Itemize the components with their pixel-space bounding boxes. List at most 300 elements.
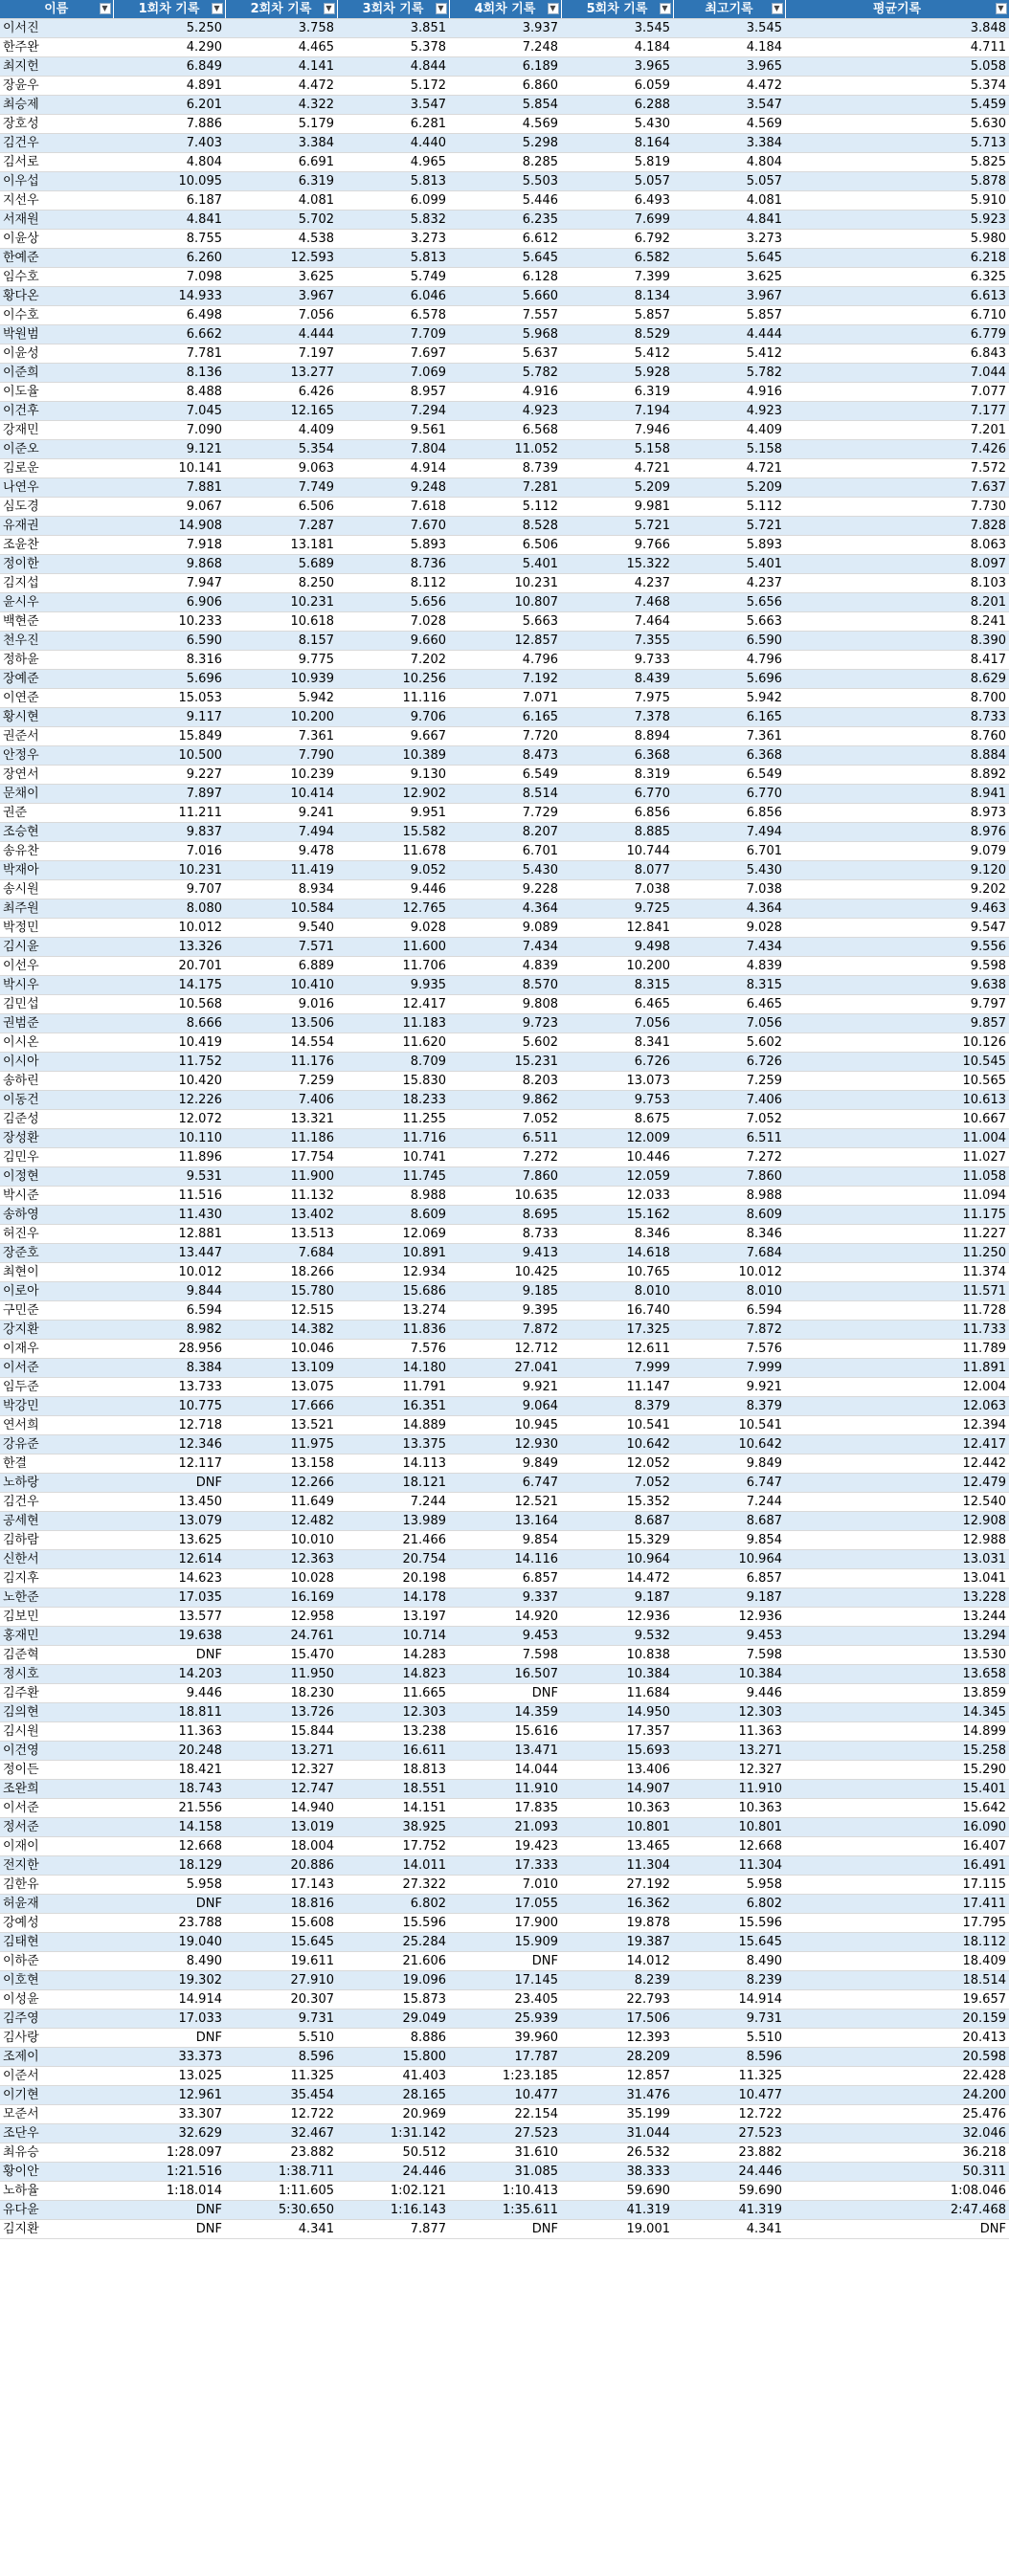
average-cell[interactable]: 16.090	[785, 1818, 1009, 1837]
best-cell[interactable]: 6.770	[673, 785, 785, 804]
best-cell[interactable]: 10.363	[673, 1799, 785, 1818]
round-4-cell[interactable]: 8.473	[449, 746, 561, 766]
average-cell[interactable]: 8.201	[785, 593, 1009, 612]
round-1-cell[interactable]: 14.908	[113, 517, 225, 536]
round-3-cell[interactable]: 14.178	[337, 1588, 449, 1608]
name-cell[interactable]: 이서준	[0, 1799, 113, 1818]
name-cell[interactable]: 김주환	[0, 1684, 113, 1703]
name-cell[interactable]: 한주완	[0, 38, 113, 57]
round-3-cell[interactable]: 24.446	[337, 2163, 449, 2182]
average-cell[interactable]: 9.797	[785, 995, 1009, 1014]
best-cell[interactable]: 4.916	[673, 383, 785, 402]
average-cell[interactable]: 6.325	[785, 268, 1009, 287]
round-4-cell[interactable]: 9.453	[449, 1627, 561, 1646]
round-1-cell[interactable]: 6.260	[113, 249, 225, 268]
best-cell[interactable]: 7.406	[673, 1091, 785, 1110]
round-1-cell[interactable]: 10.420	[113, 1072, 225, 1091]
round-5-cell[interactable]: 8.010	[561, 1282, 673, 1301]
average-cell[interactable]: 11.175	[785, 1206, 1009, 1225]
name-cell[interactable]: 이기현	[0, 2086, 113, 2105]
average-cell[interactable]: 6.613	[785, 287, 1009, 306]
average-cell[interactable]: 12.988	[785, 1531, 1009, 1550]
header-best[interactable]: 최고기록 ▼	[673, 0, 785, 19]
round-3-cell[interactable]: 4.965	[337, 153, 449, 172]
round-3-cell[interactable]: 9.130	[337, 766, 449, 785]
round-4-cell[interactable]: 7.860	[449, 1167, 561, 1187]
best-cell[interactable]: 6.511	[673, 1129, 785, 1148]
name-cell[interactable]: 김시윤	[0, 938, 113, 957]
name-cell[interactable]: 이선우	[0, 957, 113, 976]
round-5-cell[interactable]: 10.642	[561, 1435, 673, 1455]
name-cell[interactable]: 심도경	[0, 498, 113, 517]
round-3-cell[interactable]: 14.823	[337, 1665, 449, 1684]
average-cell[interactable]: 8.390	[785, 632, 1009, 651]
round-5-cell[interactable]: 14.907	[561, 1780, 673, 1799]
best-cell[interactable]: 6.857	[673, 1569, 785, 1588]
round-2-cell[interactable]: 12.722	[225, 2105, 337, 2124]
round-1-cell[interactable]: 13.079	[113, 1512, 225, 1531]
round-5-cell[interactable]: 9.753	[561, 1091, 673, 1110]
round-2-cell[interactable]: 4.472	[225, 77, 337, 96]
round-3-cell[interactable]: 11.678	[337, 842, 449, 861]
name-cell[interactable]: 강예성	[0, 1914, 113, 1933]
round-1-cell[interactable]: 9.227	[113, 766, 225, 785]
name-cell[interactable]: 조제이	[0, 2048, 113, 2067]
best-cell[interactable]: 11.304	[673, 1856, 785, 1876]
round-2-cell[interactable]: 4.409	[225, 421, 337, 440]
round-3-cell[interactable]: 20.754	[337, 1550, 449, 1569]
round-4-cell[interactable]: 9.849	[449, 1455, 561, 1474]
round-2-cell[interactable]: 20.307	[225, 1990, 337, 2010]
average-cell[interactable]: 8.097	[785, 555, 1009, 574]
round-2-cell[interactable]: 8.157	[225, 632, 337, 651]
best-cell[interactable]: 5.663	[673, 612, 785, 632]
average-cell[interactable]: 8.884	[785, 746, 1009, 766]
name-cell[interactable]: 김시원	[0, 1722, 113, 1742]
round-3-cell[interactable]: 8.886	[337, 2029, 449, 2048]
name-cell[interactable]: 김민섭	[0, 995, 113, 1014]
average-cell[interactable]: 7.730	[785, 498, 1009, 517]
round-2-cell[interactable]: 7.790	[225, 746, 337, 766]
round-1-cell[interactable]: 11.752	[113, 1053, 225, 1072]
round-3-cell[interactable]: 28.165	[337, 2086, 449, 2105]
best-cell[interactable]: 8.596	[673, 2048, 785, 2067]
name-cell[interactable]: 모준서	[0, 2105, 113, 2124]
round-2-cell[interactable]: 10.231	[225, 593, 337, 612]
round-4-cell[interactable]: 14.116	[449, 1550, 561, 1569]
round-3-cell[interactable]: 11.836	[337, 1321, 449, 1340]
round-5-cell[interactable]: 9.532	[561, 1627, 673, 1646]
round-4-cell[interactable]: 10.945	[449, 1416, 561, 1435]
average-cell[interactable]: 8.892	[785, 766, 1009, 785]
round-4-cell[interactable]: 6.860	[449, 77, 561, 96]
round-5-cell[interactable]: 6.493	[561, 191, 673, 211]
name-cell[interactable]: 이건영	[0, 1742, 113, 1761]
round-3-cell[interactable]: 16.611	[337, 1742, 449, 1761]
round-5-cell[interactable]: 19.001	[561, 2220, 673, 2239]
round-5-cell[interactable]: 7.468	[561, 593, 673, 612]
average-cell[interactable]: 13.294	[785, 1627, 1009, 1646]
round-3-cell[interactable]: 18.551	[337, 1780, 449, 1799]
name-cell[interactable]: 서재원	[0, 211, 113, 230]
round-2-cell[interactable]: 15.645	[225, 1933, 337, 1952]
name-cell[interactable]: 장윤우	[0, 77, 113, 96]
round-1-cell[interactable]: 9.844	[113, 1282, 225, 1301]
best-cell[interactable]: 9.849	[673, 1455, 785, 1474]
name-cell[interactable]: 이정현	[0, 1167, 113, 1187]
round-3-cell[interactable]: 12.902	[337, 785, 449, 804]
average-cell[interactable]: 22.428	[785, 2067, 1009, 2086]
round-5-cell[interactable]: 12.059	[561, 1167, 673, 1187]
best-cell[interactable]: 9.453	[673, 1627, 785, 1646]
name-cell[interactable]: 조단우	[0, 2124, 113, 2143]
round-2-cell[interactable]: 11.419	[225, 861, 337, 880]
round-4-cell[interactable]: 9.854	[449, 1531, 561, 1550]
round-5-cell[interactable]: 31.044	[561, 2124, 673, 2143]
round-1-cell[interactable]: 13.450	[113, 1493, 225, 1512]
best-cell[interactable]: 3.545	[673, 19, 785, 38]
round-2-cell[interactable]: 3.384	[225, 134, 337, 153]
round-5-cell[interactable]: 6.319	[561, 383, 673, 402]
round-5-cell[interactable]: 11.147	[561, 1378, 673, 1397]
best-cell[interactable]: 8.988	[673, 1187, 785, 1206]
average-cell[interactable]: 8.103	[785, 574, 1009, 593]
name-cell[interactable]: 백현준	[0, 612, 113, 632]
average-cell[interactable]: 11.004	[785, 1129, 1009, 1148]
name-cell[interactable]: 김지후	[0, 1569, 113, 1588]
round-3-cell[interactable]: 3.851	[337, 19, 449, 38]
round-1-cell[interactable]: 6.590	[113, 632, 225, 651]
round-4-cell[interactable]: 21.093	[449, 1818, 561, 1837]
round-1-cell[interactable]: 11.430	[113, 1206, 225, 1225]
round-4-cell[interactable]: 5.660	[449, 287, 561, 306]
round-5-cell[interactable]: 5.412	[561, 344, 673, 364]
average-cell[interactable]: 5.630	[785, 115, 1009, 134]
round-5-cell[interactable]: 9.766	[561, 536, 673, 555]
round-2-cell[interactable]: 5.689	[225, 555, 337, 574]
round-4-cell[interactable]: 17.055	[449, 1895, 561, 1914]
round-1-cell[interactable]: 10.012	[113, 1263, 225, 1282]
round-3-cell[interactable]: 25.284	[337, 1933, 449, 1952]
round-4-cell[interactable]: 17.900	[449, 1914, 561, 1933]
name-cell[interactable]: 장연서	[0, 766, 113, 785]
round-3-cell[interactable]: 20.969	[337, 2105, 449, 2124]
best-cell[interactable]: 12.722	[673, 2105, 785, 2124]
round-1-cell[interactable]: 9.117	[113, 708, 225, 727]
round-3-cell[interactable]: 15.830	[337, 1072, 449, 1091]
round-1-cell[interactable]: 4.841	[113, 211, 225, 230]
round-3-cell[interactable]: 9.248	[337, 478, 449, 498]
name-cell[interactable]: 김건우	[0, 1493, 113, 1512]
name-cell[interactable]: 이동건	[0, 1091, 113, 1110]
round-1-cell[interactable]: 5.958	[113, 1876, 225, 1895]
average-cell[interactable]: 32.046	[785, 2124, 1009, 2143]
average-cell[interactable]: 5.374	[785, 77, 1009, 96]
name-cell[interactable]: 박시우	[0, 976, 113, 995]
round-1-cell[interactable]: 8.755	[113, 230, 225, 249]
round-5-cell[interactable]: 8.675	[561, 1110, 673, 1129]
round-5-cell[interactable]: 6.368	[561, 746, 673, 766]
round-1-cell[interactable]: 10.095	[113, 172, 225, 191]
best-cell[interactable]: 10.642	[673, 1435, 785, 1455]
round-2-cell[interactable]: 10.414	[225, 785, 337, 804]
round-1-cell[interactable]: 18.129	[113, 1856, 225, 1876]
round-2-cell[interactable]: 12.327	[225, 1761, 337, 1780]
best-cell[interactable]: 4.804	[673, 153, 785, 172]
round-3-cell[interactable]: 4.914	[337, 459, 449, 478]
round-1-cell[interactable]: 19.302	[113, 1971, 225, 1990]
round-2-cell[interactable]: 5.179	[225, 115, 337, 134]
name-cell[interactable]: 조완희	[0, 1780, 113, 1799]
round-3-cell[interactable]: 10.256	[337, 670, 449, 689]
round-5-cell[interactable]: 8.077	[561, 861, 673, 880]
average-cell[interactable]: 12.908	[785, 1512, 1009, 1531]
round-1-cell[interactable]: 4.290	[113, 38, 225, 57]
round-3-cell[interactable]: 14.283	[337, 1646, 449, 1665]
round-2-cell[interactable]: 32.467	[225, 2124, 337, 2143]
best-cell[interactable]: 3.965	[673, 57, 785, 77]
name-cell[interactable]: 송하영	[0, 1206, 113, 1225]
round-3-cell[interactable]: 11.706	[337, 957, 449, 976]
name-cell[interactable]: 이윤상	[0, 230, 113, 249]
round-5-cell[interactable]: 5.721	[561, 517, 673, 536]
name-cell[interactable]: 정이든	[0, 1761, 113, 1780]
best-cell[interactable]: 6.747	[673, 1474, 785, 1493]
name-cell[interactable]: 이건후	[0, 402, 113, 421]
header-round-2[interactable]: 2회차 기록 ▼	[225, 0, 337, 19]
round-5-cell[interactable]: 8.319	[561, 766, 673, 785]
round-3-cell[interactable]: 10.714	[337, 1627, 449, 1646]
filter-dropdown-icon[interactable]: ▼	[100, 3, 111, 14]
round-2-cell[interactable]: 13.019	[225, 1818, 337, 1837]
round-1-cell[interactable]: 1:21.516	[113, 2163, 225, 2182]
round-1-cell[interactable]: 4.804	[113, 153, 225, 172]
round-5-cell[interactable]: 7.464	[561, 612, 673, 632]
average-cell[interactable]: 12.004	[785, 1378, 1009, 1397]
average-cell[interactable]: 7.426	[785, 440, 1009, 459]
round-2-cell[interactable]: 7.494	[225, 823, 337, 842]
best-cell[interactable]: 4.923	[673, 402, 785, 421]
round-1-cell[interactable]: 1:18.014	[113, 2182, 225, 2201]
round-2-cell[interactable]: 13.321	[225, 1110, 337, 1129]
round-1-cell[interactable]: 7.881	[113, 478, 225, 498]
round-5-cell[interactable]: 27.192	[561, 1876, 673, 1895]
round-2-cell[interactable]: 4.444	[225, 325, 337, 344]
round-1-cell[interactable]: 1:28.097	[113, 2143, 225, 2163]
round-4-cell[interactable]: 9.413	[449, 1244, 561, 1263]
round-4-cell[interactable]: 6.857	[449, 1569, 561, 1588]
round-1-cell[interactable]: 7.098	[113, 268, 225, 287]
round-5-cell[interactable]: 15.693	[561, 1742, 673, 1761]
round-3-cell[interactable]: 11.745	[337, 1167, 449, 1187]
header-round-4[interactable]: 4회차 기록 ▼	[449, 0, 561, 19]
round-2-cell[interactable]: 13.277	[225, 364, 337, 383]
round-2-cell[interactable]: 13.513	[225, 1225, 337, 1244]
round-2-cell[interactable]: 12.363	[225, 1550, 337, 1569]
average-cell[interactable]: 6.218	[785, 249, 1009, 268]
name-cell[interactable]: 김한유	[0, 1876, 113, 1895]
average-cell[interactable]: 5.878	[785, 172, 1009, 191]
round-1-cell[interactable]: 13.326	[113, 938, 225, 957]
best-cell[interactable]: 10.801	[673, 1818, 785, 1837]
average-cell[interactable]: 7.077	[785, 383, 1009, 402]
round-2-cell[interactable]: 5.510	[225, 2029, 337, 2048]
average-cell[interactable]: 20.598	[785, 2048, 1009, 2067]
round-5-cell[interactable]: 4.721	[561, 459, 673, 478]
round-3-cell[interactable]: 15.582	[337, 823, 449, 842]
average-cell[interactable]: 15.401	[785, 1780, 1009, 1799]
best-cell[interactable]: 11.325	[673, 2067, 785, 2086]
average-cell[interactable]: 12.394	[785, 1416, 1009, 1435]
round-1-cell[interactable]: 14.914	[113, 1990, 225, 2010]
round-4-cell[interactable]: 6.568	[449, 421, 561, 440]
round-5-cell[interactable]: 38.333	[561, 2163, 673, 2182]
round-1-cell[interactable]: 12.226	[113, 1091, 225, 1110]
name-cell[interactable]: 조승현	[0, 823, 113, 842]
round-2-cell[interactable]: 12.266	[225, 1474, 337, 1493]
name-cell[interactable]: 이서진	[0, 19, 113, 38]
best-cell[interactable]: 10.964	[673, 1550, 785, 1569]
name-cell[interactable]: 권준	[0, 804, 113, 823]
round-5-cell[interactable]: 14.012	[561, 1952, 673, 1971]
round-3-cell[interactable]: 13.274	[337, 1301, 449, 1321]
round-4-cell[interactable]: 6.612	[449, 230, 561, 249]
round-1-cell[interactable]: 6.906	[113, 593, 225, 612]
best-cell[interactable]: 4.569	[673, 115, 785, 134]
best-cell[interactable]: 5.158	[673, 440, 785, 459]
average-cell[interactable]: 25.476	[785, 2105, 1009, 2124]
name-cell[interactable]: 김건우	[0, 134, 113, 153]
best-cell[interactable]: 6.549	[673, 766, 785, 785]
round-5-cell[interactable]: 12.009	[561, 1129, 673, 1148]
round-3-cell[interactable]: 14.113	[337, 1455, 449, 1474]
average-cell[interactable]: 11.374	[785, 1263, 1009, 1282]
average-cell[interactable]: 12.417	[785, 1435, 1009, 1455]
best-cell[interactable]: 7.494	[673, 823, 785, 842]
average-cell[interactable]: 8.973	[785, 804, 1009, 823]
name-cell[interactable]: 김의현	[0, 1703, 113, 1722]
round-1-cell[interactable]: 10.012	[113, 919, 225, 938]
name-cell[interactable]: 황다온	[0, 287, 113, 306]
round-1-cell[interactable]: 13.577	[113, 1608, 225, 1627]
round-5-cell[interactable]: 10.384	[561, 1665, 673, 1684]
best-cell[interactable]: 12.668	[673, 1837, 785, 1856]
round-2-cell[interactable]: 6.319	[225, 172, 337, 191]
round-2-cell[interactable]: 7.197	[225, 344, 337, 364]
round-2-cell[interactable]: 9.016	[225, 995, 337, 1014]
round-2-cell[interactable]: 13.181	[225, 536, 337, 555]
round-1-cell[interactable]: 11.211	[113, 804, 225, 823]
round-5-cell[interactable]: 8.341	[561, 1033, 673, 1053]
round-1-cell[interactable]: DNF	[113, 2029, 225, 2048]
round-2-cell[interactable]: 24.761	[225, 1627, 337, 1646]
round-2-cell[interactable]: 3.967	[225, 287, 337, 306]
round-5-cell[interactable]: 5.928	[561, 364, 673, 383]
round-1-cell[interactable]: DNF	[113, 2220, 225, 2239]
round-3-cell[interactable]: 4.844	[337, 57, 449, 77]
round-1-cell[interactable]: 14.203	[113, 1665, 225, 1684]
best-cell[interactable]: 7.052	[673, 1110, 785, 1129]
name-cell[interactable]: 한예준	[0, 249, 113, 268]
best-cell[interactable]: 4.364	[673, 899, 785, 919]
name-cell[interactable]: 연서희	[0, 1416, 113, 1435]
round-1-cell[interactable]: 8.316	[113, 651, 225, 670]
round-5-cell[interactable]: 3.965	[561, 57, 673, 77]
best-cell[interactable]: 10.541	[673, 1416, 785, 1435]
best-cell[interactable]: 3.547	[673, 96, 785, 115]
best-cell[interactable]: 6.465	[673, 995, 785, 1014]
round-2-cell[interactable]: 13.506	[225, 1014, 337, 1033]
best-cell[interactable]: 15.645	[673, 1933, 785, 1952]
round-3-cell[interactable]: 15.873	[337, 1990, 449, 2010]
best-cell[interactable]: 6.165	[673, 708, 785, 727]
round-3-cell[interactable]: 1:16.143	[337, 2201, 449, 2220]
round-1-cell[interactable]: 14.933	[113, 287, 225, 306]
round-2-cell[interactable]: 4.465	[225, 38, 337, 57]
round-5-cell[interactable]: 13.073	[561, 1072, 673, 1091]
round-2-cell[interactable]: 11.950	[225, 1665, 337, 1684]
round-5-cell[interactable]: 15.329	[561, 1531, 673, 1550]
name-cell[interactable]: 유다윤	[0, 2201, 113, 2220]
best-cell[interactable]: 5.857	[673, 306, 785, 325]
round-4-cell[interactable]: 10.231	[449, 574, 561, 593]
round-4-cell[interactable]: 6.128	[449, 268, 561, 287]
name-cell[interactable]: 전지한	[0, 1856, 113, 1876]
round-1-cell[interactable]: 20.701	[113, 957, 225, 976]
name-cell[interactable]: 허윤재	[0, 1895, 113, 1914]
round-3-cell[interactable]: 27.322	[337, 1876, 449, 1895]
round-2-cell[interactable]: 7.361	[225, 727, 337, 746]
average-cell[interactable]: 7.572	[785, 459, 1009, 478]
round-1-cell[interactable]: 7.897	[113, 785, 225, 804]
best-cell[interactable]: 8.315	[673, 976, 785, 995]
round-2-cell[interactable]: 11.132	[225, 1187, 337, 1206]
round-4-cell[interactable]: 1:35.611	[449, 2201, 561, 2220]
round-3-cell[interactable]: 11.620	[337, 1033, 449, 1053]
round-3-cell[interactable]: 10.891	[337, 1244, 449, 1263]
round-3-cell[interactable]: 9.052	[337, 861, 449, 880]
round-2-cell[interactable]: 11.649	[225, 1493, 337, 1512]
round-1-cell[interactable]: 28.956	[113, 1340, 225, 1359]
best-cell[interactable]: 8.239	[673, 1971, 785, 1990]
name-cell[interactable]: 이준오	[0, 440, 113, 459]
name-cell[interactable]: 안정우	[0, 746, 113, 766]
average-cell[interactable]: 9.547	[785, 919, 1009, 938]
name-cell[interactable]: 노하랑	[0, 1474, 113, 1493]
round-5-cell[interactable]: 10.744	[561, 842, 673, 861]
round-3-cell[interactable]: 1:31.142	[337, 2124, 449, 2143]
name-cell[interactable]: 송하린	[0, 1072, 113, 1091]
round-1-cell[interactable]: 8.080	[113, 899, 225, 919]
name-cell[interactable]: 이우섭	[0, 172, 113, 191]
best-cell[interactable]: 6.368	[673, 746, 785, 766]
name-cell[interactable]: 황시현	[0, 708, 113, 727]
best-cell[interactable]: 10.477	[673, 2086, 785, 2105]
average-cell[interactable]: 10.667	[785, 1110, 1009, 1129]
name-cell[interactable]: 노하율	[0, 2182, 113, 2201]
round-5-cell[interactable]: 11.684	[561, 1684, 673, 1703]
round-1-cell[interactable]: 8.982	[113, 1321, 225, 1340]
round-4-cell[interactable]: 3.937	[449, 19, 561, 38]
round-3-cell[interactable]: 21.466	[337, 1531, 449, 1550]
round-1-cell[interactable]: 14.158	[113, 1818, 225, 1837]
round-3-cell[interactable]: 8.112	[337, 574, 449, 593]
round-3-cell[interactable]: 7.028	[337, 612, 449, 632]
name-cell[interactable]: 유재권	[0, 517, 113, 536]
name-cell[interactable]: 노한준	[0, 1588, 113, 1608]
round-5-cell[interactable]: 5.819	[561, 153, 673, 172]
round-4-cell[interactable]: 6.511	[449, 1129, 561, 1148]
